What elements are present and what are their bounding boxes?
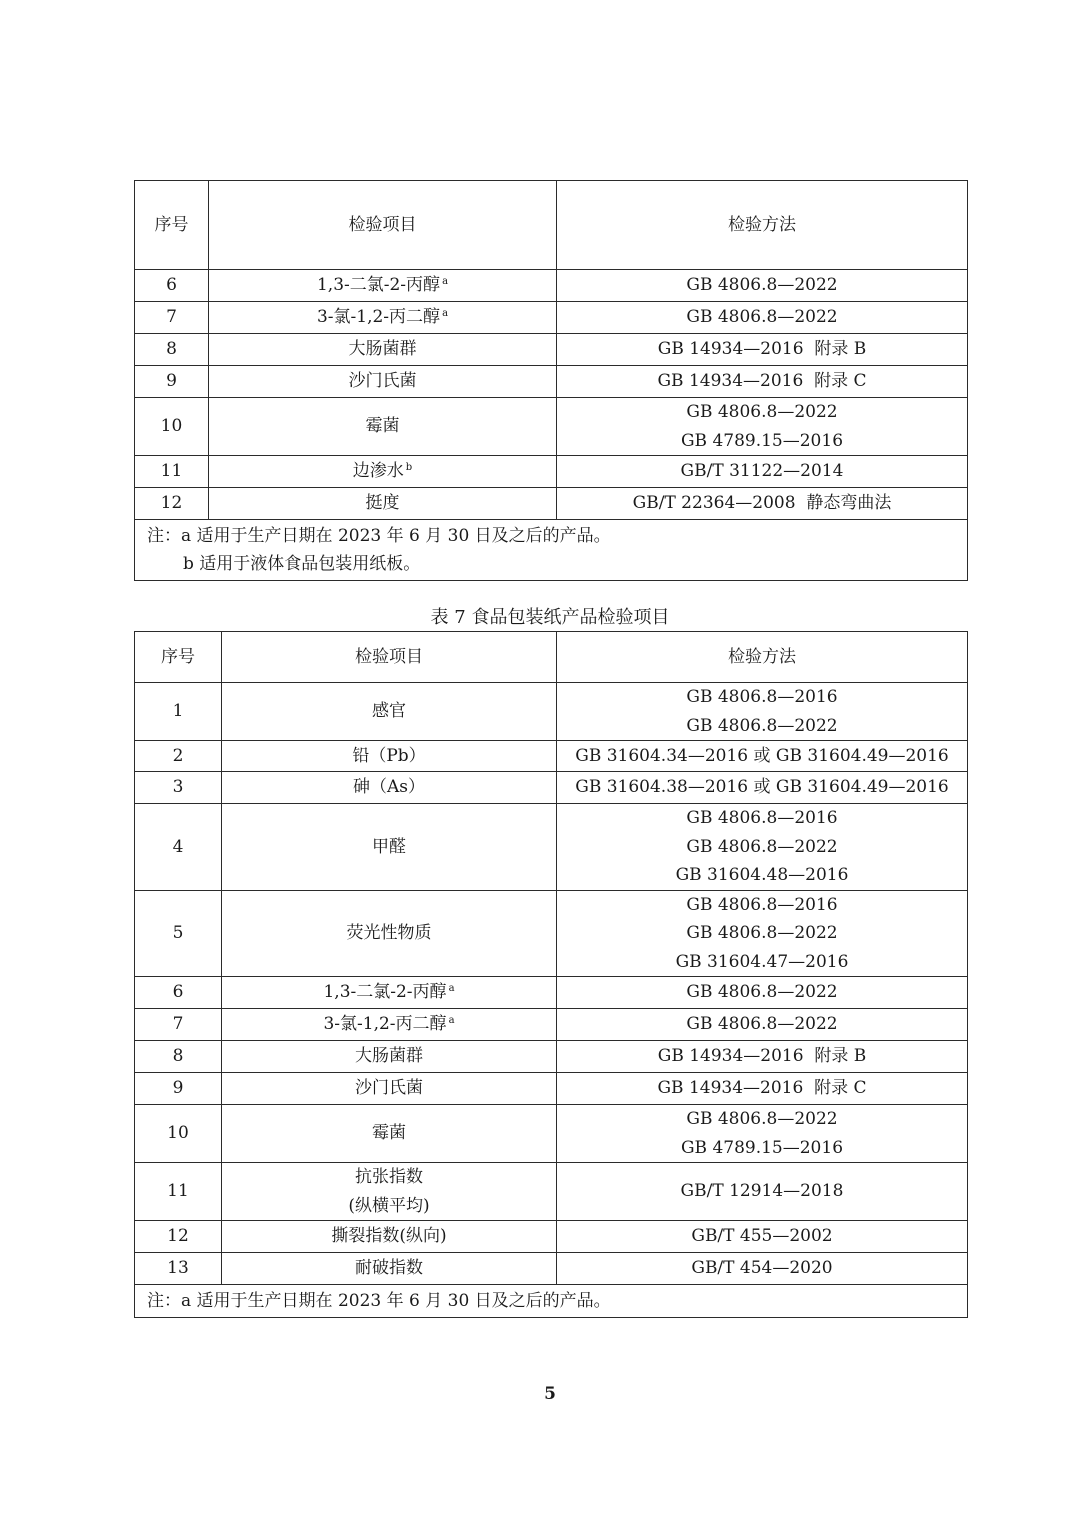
row-item: 大肠菌群 <box>209 334 557 366</box>
row-no: 5 <box>135 890 222 977</box>
row-no: 10 <box>135 398 209 456</box>
row-item: 大肠菌群 <box>222 1041 557 1073</box>
row-no: 4 <box>135 804 222 891</box>
row-no: 1 <box>135 683 222 741</box>
table-row <box>135 1163 968 1221</box>
table-row <box>135 270 968 302</box>
table-row <box>135 1041 968 1073</box>
row-method: GB 4806.8—2016 GB 4806.8—2022 GB 31604.48—2016 <box>557 804 968 891</box>
table-7 <box>134 631 968 1318</box>
row-item: 3-氯-1,2-丙二醇 $^a$ <box>209 302 557 334</box>
row-item: 3-氯-1,2-丙二醇 $^a$ <box>222 1009 557 1041</box>
row-item: 铅（Pb） <box>222 741 557 772</box>
header-no: 序号 <box>135 181 209 270</box>
row-no: 8 <box>135 334 209 366</box>
table-note: 注：a 适用于生产日期在 2023 年 6 月 30 日及之后的产品。 b 适用于液体食品包装用纸板。 <box>135 520 968 581</box>
row-item: 挺度 <box>209 488 557 520</box>
row-method: GB 4806.8—2016 GB 4806.8—2022 <box>557 683 968 741</box>
row-no: 12 <box>135 1221 222 1253</box>
table-row <box>135 1073 968 1105</box>
row-item: 荧光性物质 <box>222 890 557 977</box>
table-row <box>135 977 968 1009</box>
row-method: GB 4806.8—2022 <box>557 302 968 334</box>
note-row <box>135 1285 968 1318</box>
row-item: 感官 <box>222 683 557 741</box>
row-item: 霉菌 <box>209 398 557 456</box>
note-row <box>135 520 968 581</box>
table-row <box>135 334 968 366</box>
table-row <box>135 1253 968 1285</box>
row-no: 9 <box>135 366 209 398</box>
header-row <box>135 632 968 683</box>
table-row <box>135 741 968 772</box>
table-row <box>135 804 968 891</box>
table-row <box>135 1009 968 1041</box>
row-no: 7 <box>135 302 209 334</box>
table-row <box>135 772 968 804</box>
row-item: 1,3-二氯-2-丙醇 $^a$ <box>209 270 557 302</box>
row-no: 11 <box>135 456 209 488</box>
table-row <box>135 1221 968 1253</box>
row-method: GB/T 12914—2018 <box>557 1163 968 1221</box>
row-method: GB 14934—2016 附录 C <box>557 366 968 398</box>
row-item: 抗张指数 (纵横平均) <box>222 1163 557 1221</box>
table-row <box>135 683 968 741</box>
row-method: GB 4806.8—2016 GB 4806.8—2022 GB 31604.47—2016 <box>557 890 968 977</box>
row-item: 耐破指数 <box>222 1253 557 1285</box>
row-no: 8 <box>135 1041 222 1073</box>
row-no: 3 <box>135 772 222 804</box>
row-method: GB 31604.34—2016 或 GB 31604.49—2016 <box>557 741 968 772</box>
row-no: 10 <box>135 1105 222 1163</box>
row-no: 9 <box>135 1073 222 1105</box>
row-method: GB 4806.8—2022 GB 4789.15—2016 <box>557 1105 968 1163</box>
table-row <box>135 1105 968 1163</box>
row-no: 7 <box>135 1009 222 1041</box>
row-method: GB 4806.8—2022 <box>557 270 968 302</box>
header-row <box>135 181 968 270</box>
row-no: 6 <box>135 977 222 1009</box>
table-row <box>135 398 968 456</box>
table-row <box>135 456 968 488</box>
row-item: 甲醛 <box>222 804 557 891</box>
table-row <box>135 302 968 334</box>
row-no: 2 <box>135 741 222 772</box>
row-no: 11 <box>135 1163 222 1221</box>
row-item: 撕裂指数(纵向) <box>222 1221 557 1253</box>
row-no: 6 <box>135 270 209 302</box>
table-note: 注：a 适用于生产日期在 2023 年 6 月 30 日及之后的产品。 <box>135 1285 968 1318</box>
page-number: 5 <box>544 1384 556 1404</box>
table-row <box>135 366 968 398</box>
header-item: 检验项目 <box>222 632 557 683</box>
row-item: 边渗水 $^b$ <box>209 456 557 488</box>
row-item: 沙门氏菌 <box>222 1073 557 1105</box>
header-method: 检验方法 <box>557 181 968 270</box>
row-no: 12 <box>135 488 209 520</box>
row-method: GB 14934—2016 附录 B <box>557 334 968 366</box>
row-method: GB 4806.8—2022 <box>557 1009 968 1041</box>
header-item: 检验项目 <box>209 181 557 270</box>
row-method: GB/T 455—2002 <box>557 1221 968 1253</box>
row-method: GB 14934—2016 附录 B <box>557 1041 968 1073</box>
row-method: GB/T 454—2020 <box>557 1253 968 1285</box>
row-method: GB 31604.38—2016 或 GB 31604.49—2016 <box>557 772 968 804</box>
row-item: 砷（As） <box>222 772 557 804</box>
row-method: GB 4806.8—2022 <box>557 977 968 1009</box>
table-row <box>135 890 968 977</box>
header-method: 检验方法 <box>557 632 968 683</box>
row-no: 13 <box>135 1253 222 1285</box>
row-item: 1,3-二氯-2-丙醇 $^a$ <box>222 977 557 1009</box>
row-item: 沙门氏菌 <box>209 366 557 398</box>
table-row <box>135 488 968 520</box>
row-item: 霉菌 <box>222 1105 557 1163</box>
row-method: GB/T 22364—2008 静态弯曲法 <box>557 488 968 520</box>
row-method: GB 4806.8—2022 GB 4789.15—2016 <box>557 398 968 456</box>
row-method: GB 14934—2016 附录 C <box>557 1073 968 1105</box>
header-no: 序号 <box>135 632 222 683</box>
table-continued <box>134 180 968 581</box>
table-caption: 表 7 食品包装纸产品检验项目 <box>430 607 670 628</box>
row-method: GB/T 31122—2014 <box>557 456 968 488</box>
